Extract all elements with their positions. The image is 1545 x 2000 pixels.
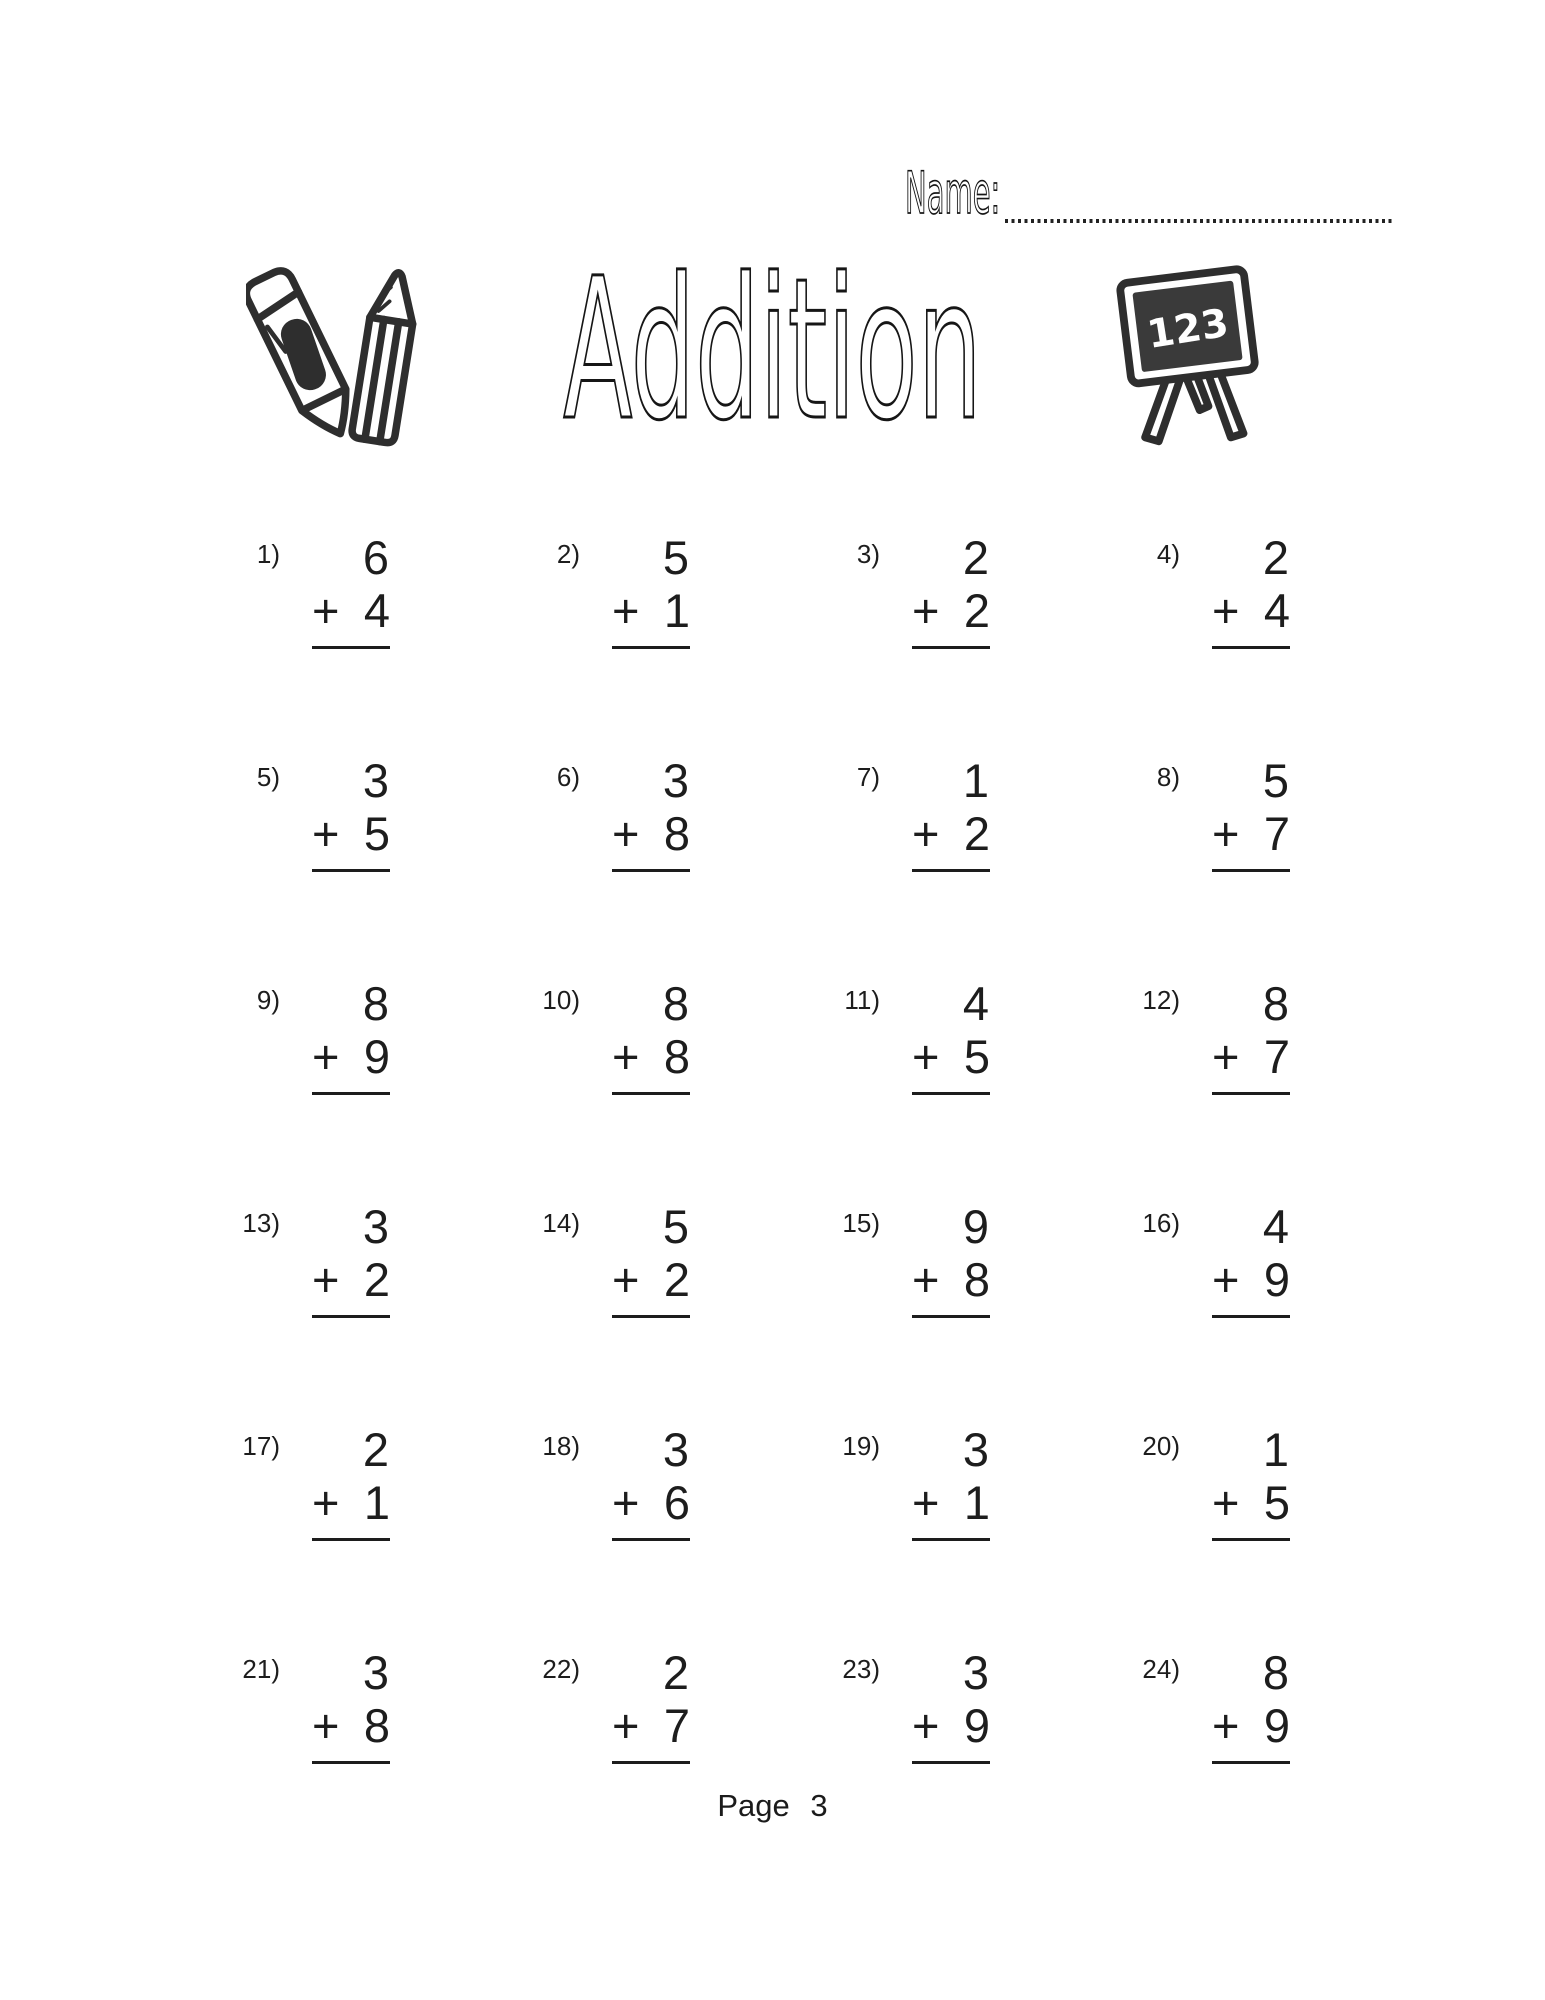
problem-body xyxy=(312,1202,390,1318)
problem-number: 23) xyxy=(842,1654,880,1684)
problem-number: 6) xyxy=(556,762,580,792)
answer-line xyxy=(912,809,990,871)
bottom-addend: 1 xyxy=(963,1476,990,1530)
addition-problem xyxy=(840,527,1140,750)
answer-line xyxy=(1212,1255,1290,1317)
answer-line xyxy=(1212,1032,1290,1094)
addition-problem xyxy=(240,1419,540,1642)
problem-body xyxy=(912,533,990,649)
page-title: Addition xyxy=(563,236,982,463)
plus-operator: + xyxy=(912,1476,940,1530)
plus-operator: + xyxy=(912,1699,940,1753)
top-addend: 8 xyxy=(1262,1646,1289,1699)
problem-number: 17) xyxy=(242,1431,280,1461)
problem-number: 5) xyxy=(256,762,280,792)
addition-problem xyxy=(1140,1642,1440,1865)
plus-operator: + xyxy=(1212,1476,1240,1530)
answer-line xyxy=(612,586,690,648)
bottom-addend: 8 xyxy=(963,1253,990,1307)
bottom-addend: 2 xyxy=(963,807,990,861)
problems-grid xyxy=(240,527,1440,1865)
plus-operator: + xyxy=(612,1253,640,1307)
addition-problem xyxy=(540,750,840,973)
name-blank-line xyxy=(1005,219,1393,223)
addition-problem xyxy=(540,1196,840,1419)
answer-line xyxy=(612,1701,690,1763)
bottom-addend: 4 xyxy=(363,584,390,638)
top-addend: 3 xyxy=(962,1646,989,1699)
problem-number: 24) xyxy=(1142,1654,1180,1684)
top-addend: 6 xyxy=(362,531,389,584)
bottom-addend: 7 xyxy=(1263,1030,1290,1084)
answer-line xyxy=(312,586,390,648)
problem-body xyxy=(1212,1202,1290,1318)
addition-problem xyxy=(540,1419,840,1642)
bottom-addend: 8 xyxy=(663,807,690,861)
plus-operator: + xyxy=(912,807,940,861)
answer-line xyxy=(312,1478,390,1540)
problem-body xyxy=(912,756,990,872)
top-addend: 2 xyxy=(1262,531,1289,584)
plus-operator: + xyxy=(1212,1253,1240,1307)
answer-line xyxy=(912,586,990,648)
top-addend: 3 xyxy=(662,754,689,807)
plus-operator: + xyxy=(612,1699,640,1753)
problem-number: 1) xyxy=(256,539,280,569)
bottom-addend: 4 xyxy=(1263,584,1290,638)
addition-problem xyxy=(1140,1196,1440,1419)
problem-number: 10) xyxy=(542,985,580,1015)
problem-body xyxy=(612,979,690,1095)
addition-problem xyxy=(840,1642,1140,1865)
answer-line xyxy=(612,1478,690,1540)
bottom-addend: 1 xyxy=(663,584,690,638)
top-addend: 3 xyxy=(362,1646,389,1699)
answer-line xyxy=(612,809,690,871)
addition-problem xyxy=(1140,1419,1440,1642)
addition-problem xyxy=(240,527,540,750)
answer-line xyxy=(912,1255,990,1317)
problem-number: 13) xyxy=(242,1208,280,1238)
answer-line xyxy=(312,1032,390,1094)
problem-body xyxy=(1212,979,1290,1095)
plus-operator: + xyxy=(1212,1030,1240,1084)
bottom-addend: 9 xyxy=(963,1699,990,1753)
plus-operator: + xyxy=(912,1253,940,1307)
problem-number: 19) xyxy=(842,1431,880,1461)
addition-problem xyxy=(540,973,840,1196)
top-addend: 3 xyxy=(362,754,389,807)
problem-number: 7) xyxy=(856,762,880,792)
bottom-addend: 9 xyxy=(363,1030,390,1084)
top-addend: 5 xyxy=(662,1200,689,1253)
problem-body xyxy=(912,979,990,1095)
problem-body xyxy=(1212,1425,1290,1541)
problem-body xyxy=(312,1425,390,1541)
plus-operator: + xyxy=(312,1476,340,1530)
problem-body xyxy=(312,979,390,1095)
problem-number: 3) xyxy=(856,539,880,569)
addition-problem xyxy=(240,973,540,1196)
addition-problem xyxy=(540,1642,840,1865)
addition-problem xyxy=(1140,973,1440,1196)
problem-number: 20) xyxy=(1142,1431,1180,1461)
addition-problem xyxy=(240,1196,540,1419)
top-addend: 1 xyxy=(962,754,989,807)
problem-number: 14) xyxy=(542,1208,580,1238)
bottom-addend: 2 xyxy=(663,1253,690,1307)
top-addend: 4 xyxy=(962,977,989,1030)
problem-number: 21) xyxy=(242,1654,280,1684)
problem-body xyxy=(312,756,390,872)
addition-problem xyxy=(540,527,840,750)
bottom-addend: 1 xyxy=(363,1476,390,1530)
problem-body xyxy=(612,533,690,649)
problem-number: 4) xyxy=(1156,539,1180,569)
top-addend: 5 xyxy=(1262,754,1289,807)
bottom-addend: 5 xyxy=(963,1030,990,1084)
problem-number: 2) xyxy=(556,539,580,569)
bottom-addend: 9 xyxy=(1263,1699,1290,1753)
addition-problem xyxy=(1140,750,1440,973)
problem-number: 12) xyxy=(1142,985,1180,1015)
top-addend: 3 xyxy=(962,1423,989,1476)
answer-line xyxy=(1212,586,1290,648)
plus-operator: + xyxy=(1212,807,1240,861)
top-addend: 2 xyxy=(362,1423,389,1476)
plus-operator: + xyxy=(312,1699,340,1753)
bottom-addend: 5 xyxy=(363,807,390,861)
bottom-addend: 2 xyxy=(363,1253,390,1307)
problem-number: 22) xyxy=(542,1654,580,1684)
name-label: Name: xyxy=(905,159,1001,227)
problem-body xyxy=(1212,756,1290,872)
top-addend: 8 xyxy=(662,977,689,1030)
top-addend: 8 xyxy=(362,977,389,1030)
plus-operator: + xyxy=(612,584,640,638)
bottom-addend: 5 xyxy=(1263,1476,1290,1530)
problem-number: 11) xyxy=(844,985,880,1015)
problem-body xyxy=(612,756,690,872)
addition-problem xyxy=(240,1642,540,1865)
addition-problem xyxy=(840,973,1140,1196)
problem-body xyxy=(1212,1648,1290,1764)
addition-problem xyxy=(240,750,540,973)
top-addend: 8 xyxy=(1262,977,1289,1030)
top-addend: 5 xyxy=(662,531,689,584)
plus-operator: + xyxy=(312,584,340,638)
addition-problem xyxy=(840,1196,1140,1419)
plus-operator: + xyxy=(1212,1699,1240,1753)
plus-operator: + xyxy=(312,1253,340,1307)
problem-body xyxy=(912,1648,990,1764)
answer-line xyxy=(312,809,390,871)
answer-line xyxy=(1212,1478,1290,1540)
plus-operator: + xyxy=(312,807,340,861)
top-addend: 3 xyxy=(362,1200,389,1253)
plus-operator: + xyxy=(912,584,940,638)
answer-line xyxy=(612,1032,690,1094)
answer-line xyxy=(612,1255,690,1317)
top-addend: 2 xyxy=(962,531,989,584)
top-addend: 4 xyxy=(1262,1200,1289,1253)
problem-number: 9) xyxy=(256,985,280,1015)
answer-line xyxy=(312,1701,390,1763)
problem-body xyxy=(312,1648,390,1764)
bottom-addend: 8 xyxy=(663,1030,690,1084)
bottom-addend: 7 xyxy=(1263,807,1290,861)
chalkboard-123-icon xyxy=(1108,262,1268,457)
top-addend: 3 xyxy=(662,1423,689,1476)
problem-body xyxy=(312,533,390,649)
bottom-addend: 8 xyxy=(363,1699,390,1753)
addition-problem xyxy=(840,1419,1140,1642)
answer-line xyxy=(1212,809,1290,871)
bottom-addend: 9 xyxy=(1263,1253,1290,1307)
answer-line xyxy=(912,1478,990,1540)
top-addend: 1 xyxy=(1262,1423,1289,1476)
top-addend: 9 xyxy=(962,1200,989,1253)
problem-body xyxy=(612,1648,690,1764)
plus-operator: + xyxy=(612,1476,640,1530)
problem-body xyxy=(1212,533,1290,649)
bottom-addend: 6 xyxy=(663,1476,690,1530)
problem-number: 16) xyxy=(1142,1208,1180,1238)
addition-problem xyxy=(840,750,1140,973)
problem-body xyxy=(612,1425,690,1541)
problem-number: 8) xyxy=(1156,762,1180,792)
plus-operator: + xyxy=(1212,584,1240,638)
problem-body xyxy=(612,1202,690,1318)
bottom-addend: 2 xyxy=(963,584,990,638)
plus-operator: + xyxy=(612,807,640,861)
answer-line xyxy=(912,1701,990,1763)
top-addend: 2 xyxy=(662,1646,689,1699)
answer-line xyxy=(1212,1701,1290,1763)
problem-body xyxy=(912,1425,990,1541)
answer-line xyxy=(912,1032,990,1094)
chalkboard-numbers: 123 xyxy=(1144,300,1232,358)
plus-operator: + xyxy=(612,1030,640,1084)
problem-body xyxy=(912,1202,990,1318)
problem-number: 18) xyxy=(542,1431,580,1461)
addition-problem xyxy=(1140,527,1440,750)
problem-number: 15) xyxy=(842,1208,880,1238)
bottom-addend: 7 xyxy=(663,1699,690,1753)
answer-line xyxy=(312,1255,390,1317)
page-number: Page 3 xyxy=(717,1788,828,1823)
plus-operator: + xyxy=(312,1030,340,1084)
plus-operator: + xyxy=(912,1030,940,1084)
